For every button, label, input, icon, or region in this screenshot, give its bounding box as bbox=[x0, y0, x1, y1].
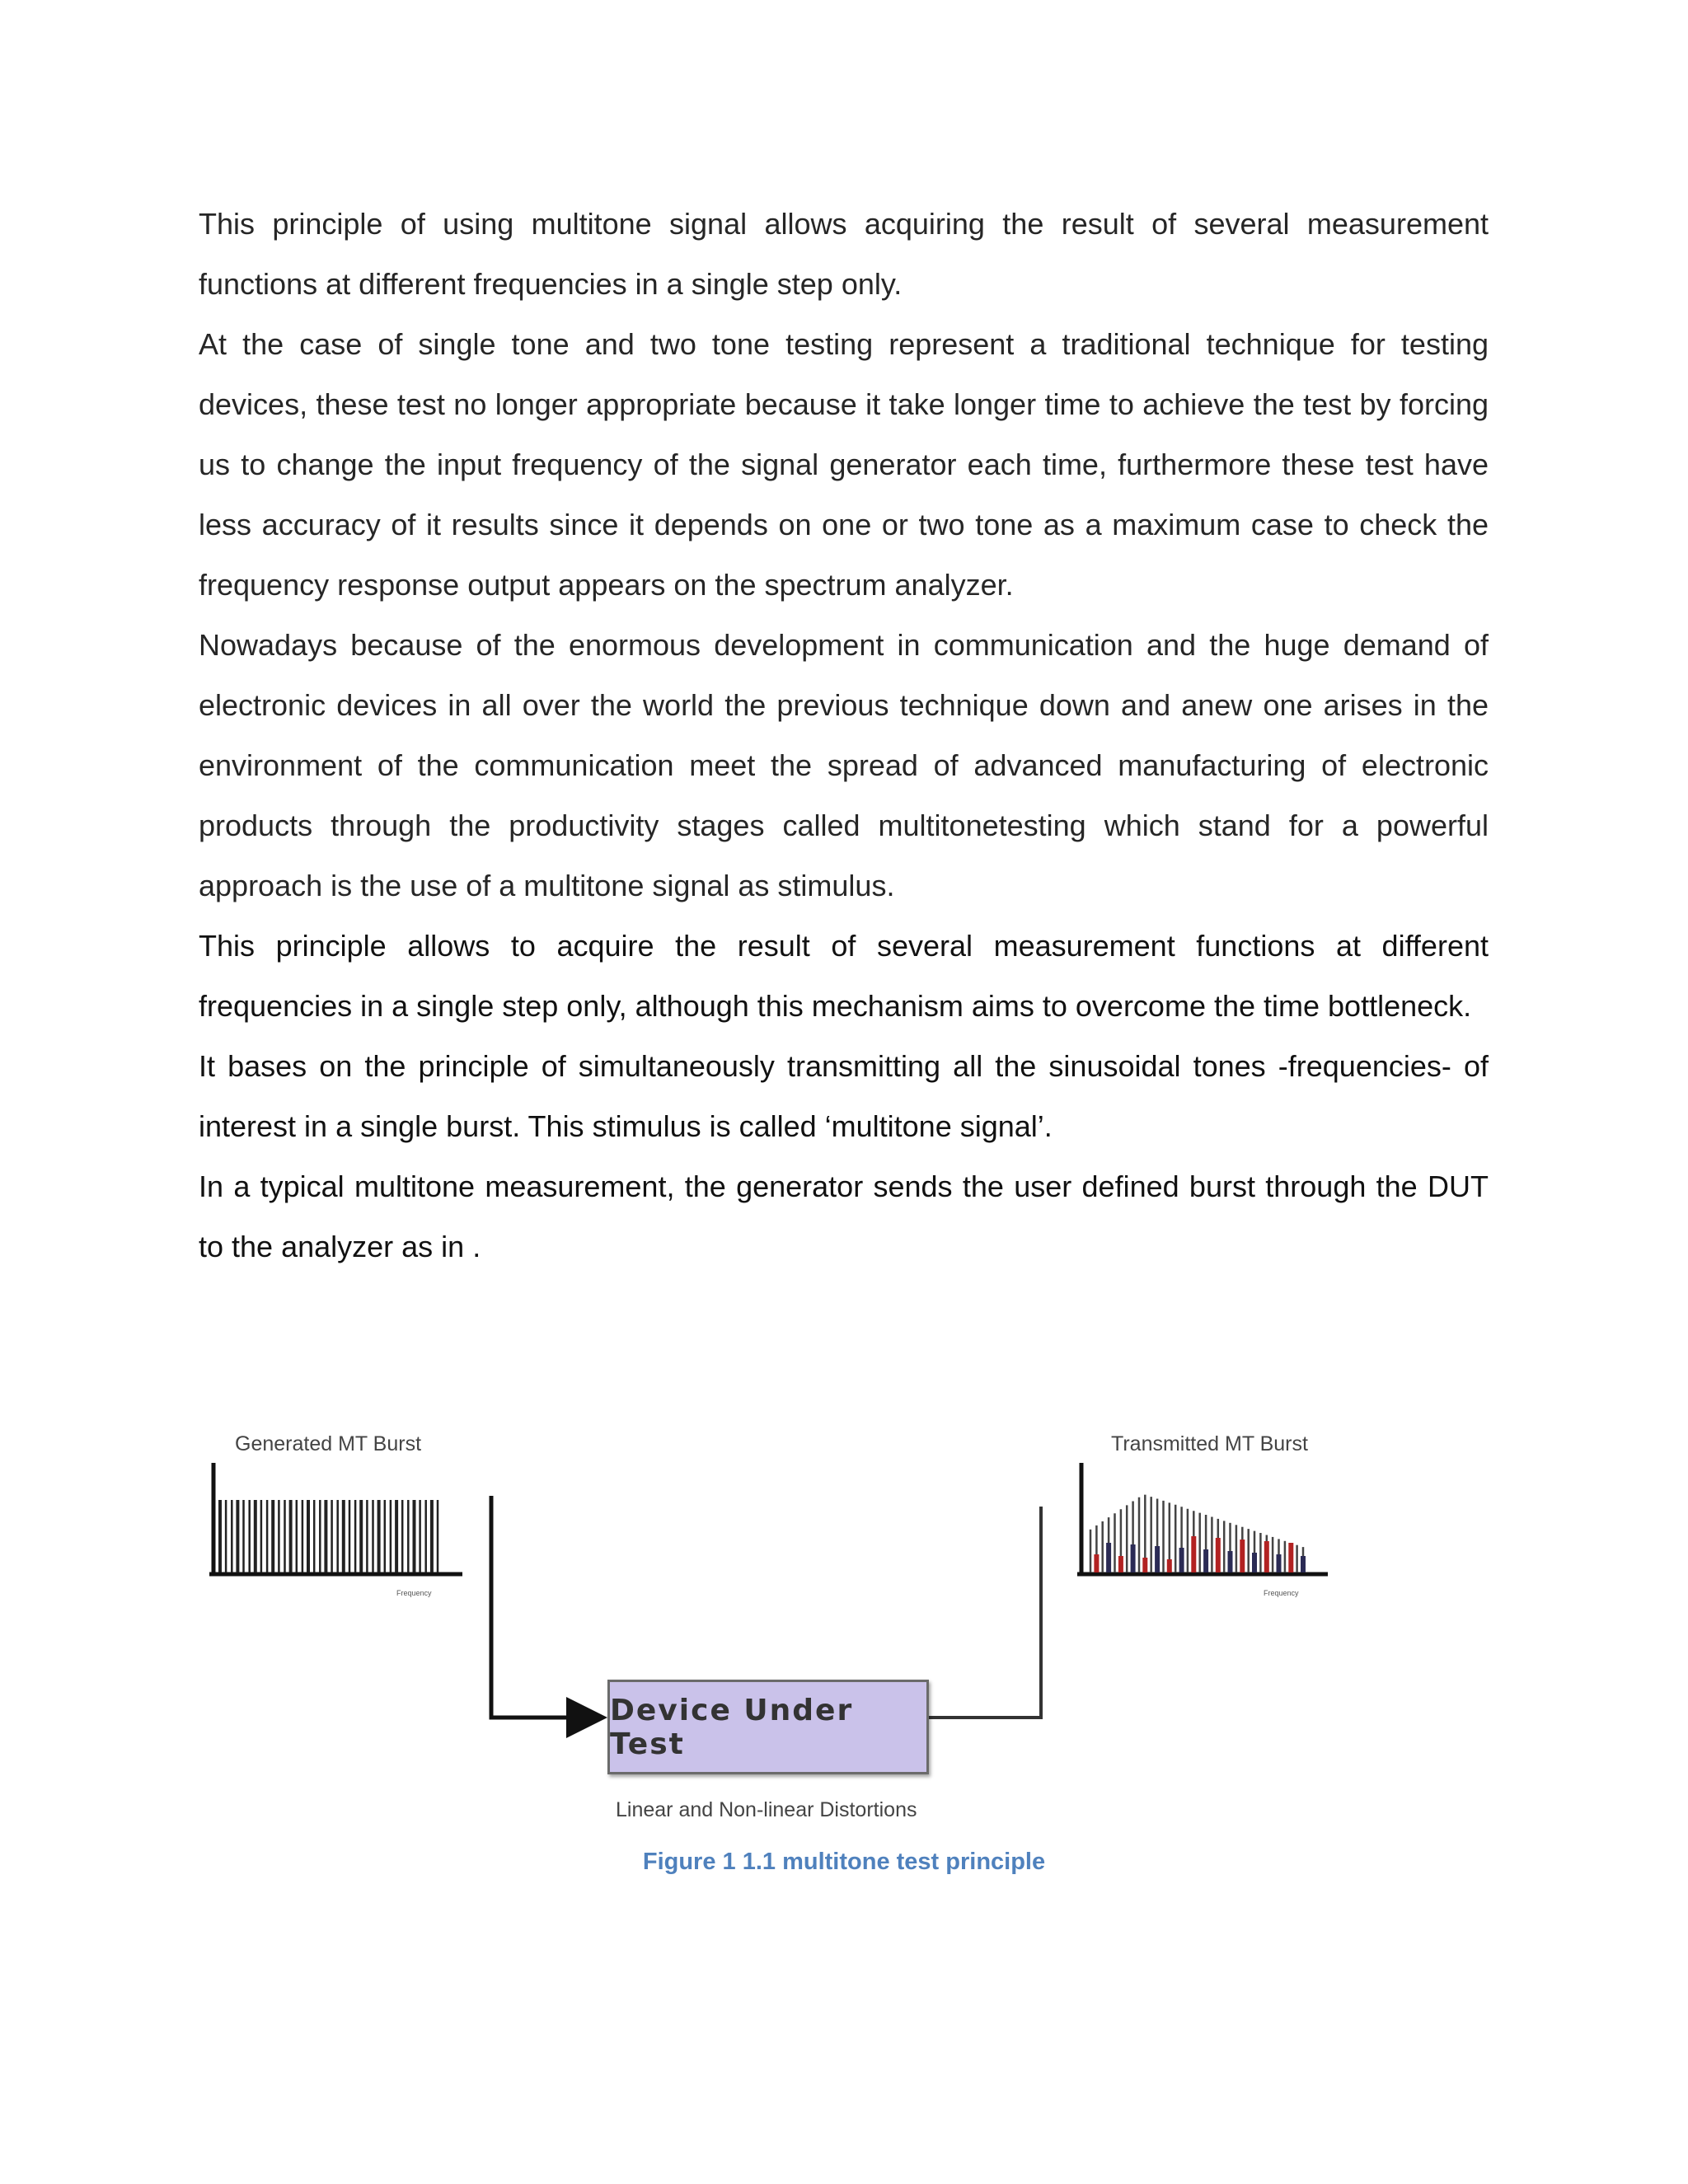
input-arrow-line bbox=[491, 1496, 599, 1718]
transmitted-burst-plot bbox=[1077, 1463, 1328, 1576]
distortion-product bbox=[1277, 1554, 1282, 1572]
distortion-product bbox=[1106, 1543, 1111, 1572]
distortion-label: Linear and Non-linear Distortions bbox=[616, 1798, 917, 1821]
distortion-product bbox=[1142, 1558, 1147, 1572]
distortion-product bbox=[1240, 1540, 1245, 1572]
transmitted-tones bbox=[1090, 1495, 1306, 1572]
output-line bbox=[929, 1507, 1041, 1718]
paragraph-3: Nowadays because of the enormous development in communication and the huge demand of electronic devices in all over the world the previous technique down and anew one arises in the environment of the communication meet the spread of advanced manufacturing of electronic products through the productivity stages called multitonetesting which stand for a powerful approach is the use of a multitone signal as stimulus. bbox=[199, 628, 1489, 902]
distortion-product bbox=[1131, 1544, 1136, 1572]
distortion-product bbox=[1288, 1543, 1293, 1572]
generated-tones bbox=[220, 1500, 438, 1572]
figure-caption: Figure 1 1.1 multitone test principle bbox=[642, 1849, 1046, 1875]
distortion-product bbox=[1216, 1538, 1221, 1572]
paragraph-6: In a typical multitone measurement, the generator sends the user defined burst through the DUT to the analyzer as in . bbox=[199, 1169, 1489, 1263]
distortion-product bbox=[1203, 1549, 1208, 1572]
distortion-product bbox=[1252, 1553, 1257, 1572]
distortion-product bbox=[1264, 1541, 1269, 1572]
paragraph-5: It bases on the principle of simultaneously transmitting all the sinusoidal tones -frequencies- of interest in a single burst. This stimulus is called ‘multitone signal’. bbox=[199, 1049, 1489, 1143]
distortion-product bbox=[1094, 1554, 1099, 1572]
distortion-product bbox=[1191, 1536, 1196, 1572]
paragraph-4: This principle allows to acquire the result of several measurement functions at different frequencies in a single step only, although this mechanism aims to overcome the time bottleneck. bbox=[199, 929, 1489, 1023]
distortion-product bbox=[1301, 1556, 1306, 1572]
device-under-test-box bbox=[607, 1680, 929, 1774]
distortion-product bbox=[1155, 1546, 1160, 1572]
body-text bbox=[199, 194, 1489, 1277]
dut-label: Device Under Test bbox=[610, 1693, 854, 1761]
multitone-figure bbox=[199, 1418, 1377, 1846]
paragraph-2: At the case of single tone and two tone testing represent a traditional technique for testing devices, these test no longer appropriate because it take longer time to achieve the test by forcing us to change the input frequency of the signal generator each time, furthermore these test have less accuracy of it results since it depends on one or two tone as a maximum case to check the frequency response output appears on the spectrum analyzer. bbox=[199, 327, 1489, 602]
distortion-product bbox=[1179, 1548, 1184, 1572]
distortion-product bbox=[1228, 1551, 1233, 1572]
frequency-axis-label-right: Frequency bbox=[1264, 1589, 1299, 1597]
distortion-product bbox=[1167, 1559, 1172, 1572]
transmitted-burst-label: Transmitted MT Burst bbox=[1111, 1432, 1308, 1455]
generated-burst-plot bbox=[209, 1463, 462, 1576]
generated-burst-label: Generated MT Burst bbox=[235, 1432, 422, 1455]
distortion-product bbox=[1118, 1556, 1123, 1572]
frequency-axis-label-left: Frequency bbox=[396, 1589, 432, 1597]
paragraph-1: This principle of using multitone signal allows acquiring the result of several measurement functions at different frequencies in a single step only. bbox=[199, 207, 1489, 301]
multitone-diagram bbox=[199, 1418, 1377, 1846]
